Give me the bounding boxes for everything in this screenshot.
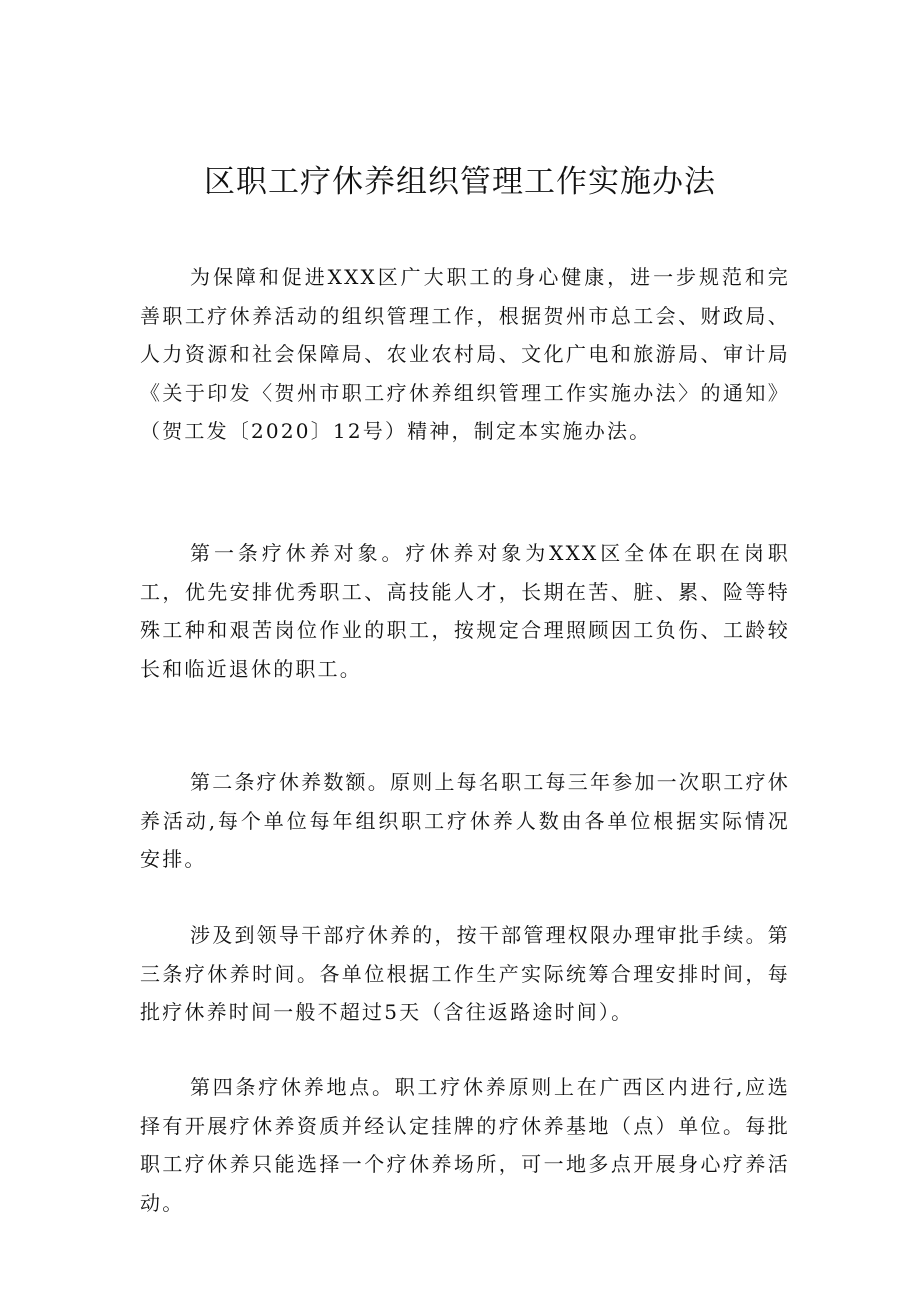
paragraph-article-3: 涉及到领导干部疗休养的，按干部管理权限办理审批手续。第三条疗休养时间。各单位根据工作生产实际统筹合理安排时间，每批疗休养时间一般不超过5天（含往返路途时间）。 [140,923,790,1024]
paragraph-article-2: 第二条疗休养数额。原则上每名职工每三年参加一次职工疗休养活动,每个单位每年组织职工疗休养人数由各单位根据实际情况安排。 [140,770,790,871]
paragraph-article-4: 第四条疗休养地点。职工疗休养原则上在广西区内进行,应选择有开展疗休养资质并经认定挂牌的疗休养基地（点）单位。每批职工疗休养只能选择一个疗休养场所，可一地多点开展身心疗养活动。 [140,1075,790,1215]
document-title: 区职工疗休养组织管理工作实施办法 [204,164,716,200]
paragraph-preamble: 为保障和促进XXX区广大职工的身心健康，进一步规范和完善职工疗休养活动的组织管理工作，根据贺州市总工会、财政局、人力资源和社会保障局、农业农村局、文化广电和旅游局、审计局《关于印发〈贺州市职工疗休养组织管理工作实施办法〉的通知》（贺工发〔2020〕12号）精神，制定本实施办法。 [140,265,790,443]
paragraph-article-1: 第一条疗休养对象。疗休养对象为XXX区全体在职在岗职工，优先安排优秀职工、高技能人才，长期在苦、脏、累、险等特殊工种和艰苦岗位作业的职工，按规定合理照顾因工负伤、工龄较长和临近退休的职工。 [140,541,790,681]
